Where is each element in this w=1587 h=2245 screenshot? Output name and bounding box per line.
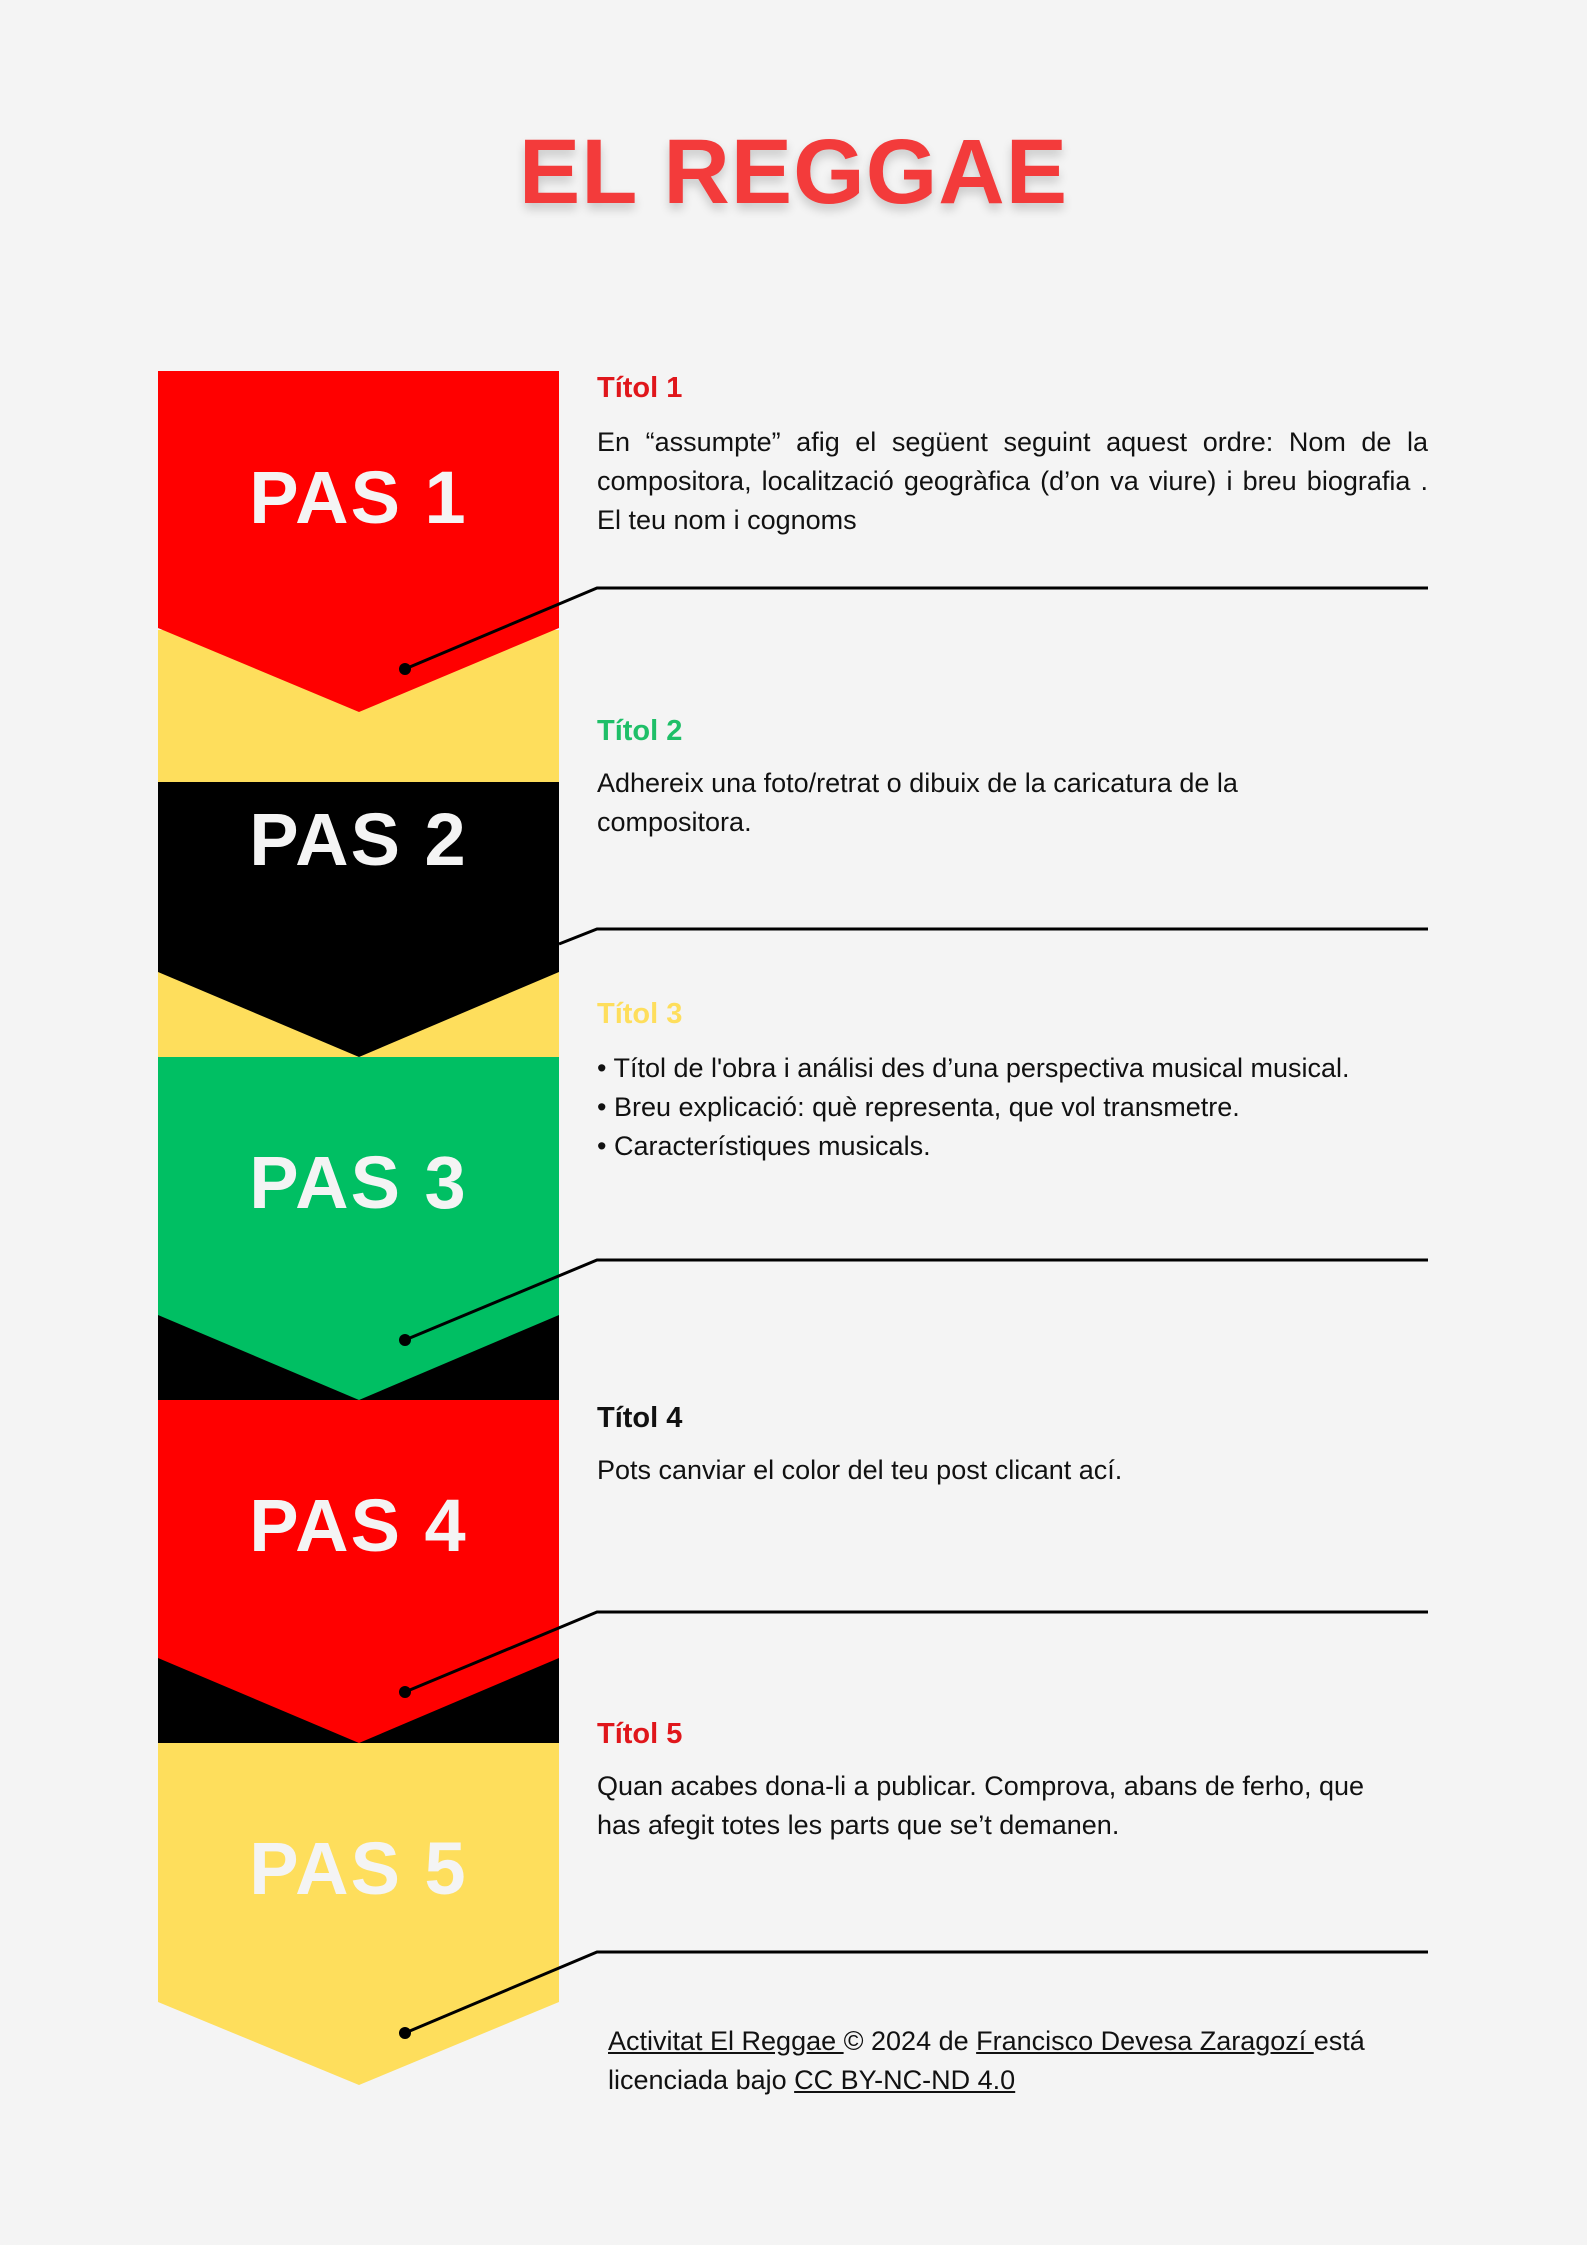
license-credit: [608, 2022, 1438, 2100]
bullet-item: • Característiques musicals.: [597, 1127, 1428, 1166]
bullet-item: • Breu explicació: què representa, que vol transmetre.: [597, 1088, 1428, 1127]
step-2-heading: Títol 2: [597, 715, 683, 747]
step-3-bullets: [597, 1049, 1428, 1166]
work-link[interactable]: Activitat El Reggae: [608, 2026, 844, 2056]
step-3-text: [597, 998, 1428, 1166]
copyright-text: © 2024 de: [843, 2026, 977, 2056]
step-1-label: PAS 1: [249, 456, 468, 539]
step-2-label: PAS 2: [249, 798, 468, 881]
step-1-heading: Títol 1: [597, 372, 683, 404]
author-link[interactable]: Francisco Devesa Zaragozí: [976, 2026, 1314, 2056]
step-4-text: [597, 1402, 1428, 1490]
step-4-label: PAS 4: [249, 1484, 468, 1567]
chevron-step-5: [158, 1743, 559, 2085]
step-5-body: Quan acabes dona-li a publicar. Comprova, abans de ferho, que has afegit totes les parts que se’t demanen.: [597, 1771, 1364, 1840]
page-title: EL REGGAE: [518, 121, 1069, 223]
license-text: está licenciada bajo: [608, 2026, 1365, 2095]
step-2-text: [597, 715, 1428, 842]
step-1-text: [597, 372, 1428, 540]
step-5-heading: Títol 5: [597, 1718, 683, 1750]
step-3-heading: Títol 3: [597, 998, 683, 1030]
bullet-item: • Títol de l'obra i análisi des d’una perspectiva musical musical.: [597, 1049, 1428, 1088]
step-5-text: [597, 1718, 1428, 1845]
step-2-body: Adhereix una foto/retrat o dibuix de la caricatura de la compositora.: [597, 768, 1238, 837]
step-4-body: Pots canviar el color del teu post clicant ací.: [597, 1455, 1123, 1485]
step-1-body: En “assumpte” afig el següent seguint aquest ordre: Nom de la compositora, localització geogràfica (d’on va viure) i breu biografia . El teu nom i cognoms: [597, 427, 1428, 535]
license-link[interactable]: CC BY-NC-ND 4.0: [794, 2065, 1016, 2095]
step-5-label: PAS 5: [249, 1827, 468, 1910]
step-4-heading: Títol 4: [597, 1402, 683, 1434]
step-3-label: PAS 3: [249, 1141, 468, 1224]
